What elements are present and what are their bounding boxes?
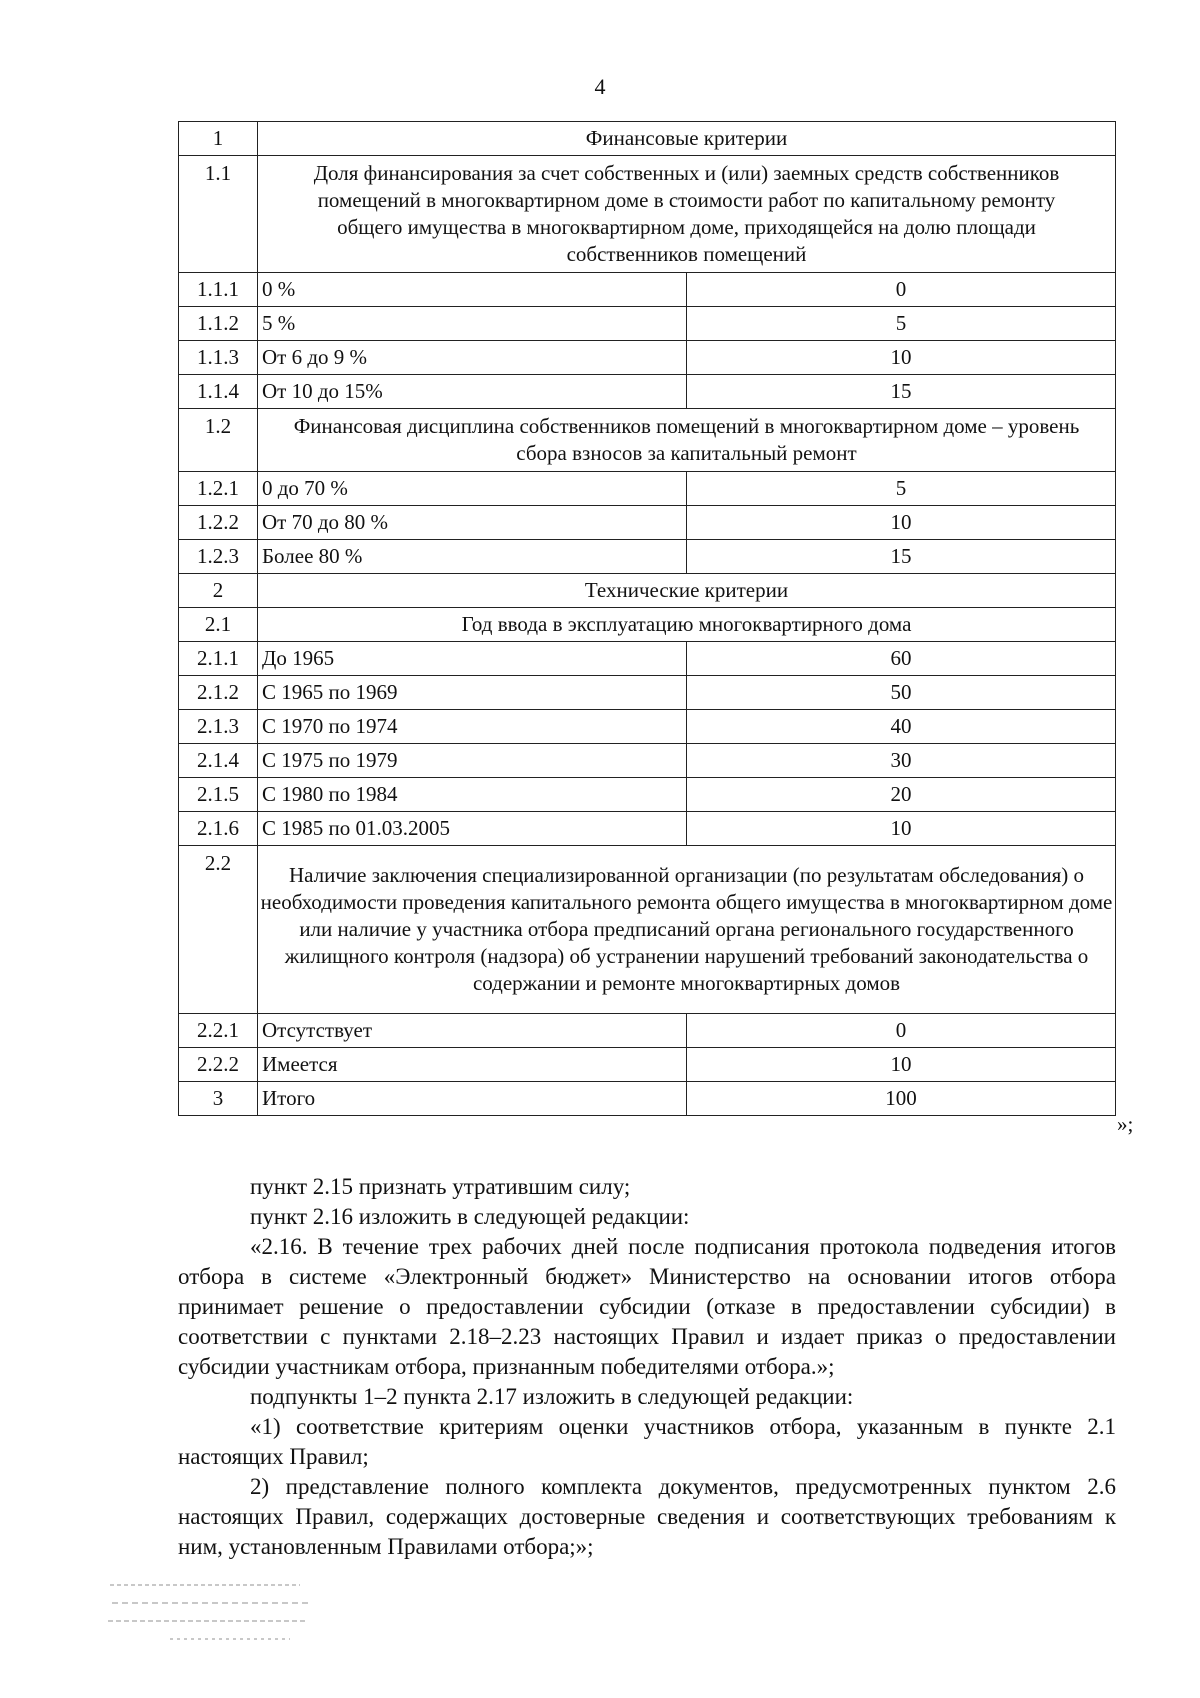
row-score: 50	[687, 676, 1116, 710]
row-label: С 1980 по 1984	[258, 778, 687, 812]
row-label: 0 %	[258, 273, 687, 307]
page-number: 4	[594, 74, 606, 99]
row-number: 1.1.2	[179, 307, 258, 341]
row-number: 2.1.2	[179, 676, 258, 710]
paragraph: «1) соответствие критериям оценки участников отбора, указанным в пункте 2.1 настоящих Правил;	[178, 1414, 1116, 1469]
section-title: Финансовые критерии	[258, 122, 1116, 156]
group-title: Доля финансирования за счет собственных и (или) заемных средств собственников помещений в многоквартирном доме в стоимости работ по капитальному ремонту общего имущества в многоквартирном доме, приходящейся на долю площади собственников помещений	[258, 156, 1116, 273]
row-number: 1.1.1	[179, 273, 258, 307]
table-row	[179, 273, 1116, 307]
group-title: Год ввода в эксплуатацию многоквартирного дома	[258, 608, 1116, 642]
table-row	[179, 642, 1116, 676]
row-label: От 10 до 15%	[258, 375, 687, 409]
total-number: 3	[179, 1082, 258, 1116]
row-number: 1.1.3	[179, 341, 258, 375]
row-score: 0	[687, 1014, 1116, 1048]
criteria-table	[178, 121, 1116, 1116]
row-label: 0 до 70 %	[258, 472, 687, 506]
row-score: 10	[687, 812, 1116, 846]
section-title: Технические критерии	[258, 574, 1116, 608]
row-score: 30	[687, 744, 1116, 778]
group-row	[179, 608, 1116, 642]
paragraph: 2) представление полного комплекта документов, предусмотренных пунктом 2.6 настоящих Правил, содержащих достоверные сведения и соответствующих требованиям к ним, установленным Правилами отбора;»;	[178, 1474, 1116, 1559]
table-row	[179, 307, 1116, 341]
row-label: С 1975 по 1979	[258, 744, 687, 778]
row-score: 40	[687, 710, 1116, 744]
row-label: С 1965 по 1969	[258, 676, 687, 710]
paragraph: «2.16. В течение трех рабочих дней после подписания протокола подведения итогов отбора в системе «Электронный бюджет» Министерство на основании итогов отбора принимает решение о предоставлении субсидии (отказе в предоставлении субсидии) в соответствии с пунктами 2.18–2.23 настоящих Правил и издает приказ о предоставлении субсидии участникам отбора, признанным победителями отбора.»;	[178, 1234, 1116, 1379]
paragraph: пункт 2.16 изложить в следующей редакции:	[250, 1204, 690, 1229]
table-row	[179, 710, 1116, 744]
row-number: 1.1.4	[179, 375, 258, 409]
total-score: 100	[687, 1082, 1116, 1116]
table-row	[179, 676, 1116, 710]
total-label: Итого	[258, 1082, 687, 1116]
group-number: 2.1	[179, 608, 258, 642]
section-number: 1	[179, 122, 258, 156]
group-number: 1.1	[179, 156, 258, 273]
total-row	[179, 1082, 1116, 1116]
row-label: С 1970 по 1974	[258, 710, 687, 744]
amendment-text	[178, 1172, 1116, 1562]
row-number: 2.1.6	[179, 812, 258, 846]
table-row	[179, 506, 1116, 540]
group-row	[179, 846, 1116, 1014]
group-title: Финансовая дисциплина собственников помещений в многоквартирном доме – уровень сбора взносов за капитальный ремонт	[258, 409, 1116, 472]
row-score: 5	[687, 472, 1116, 506]
row-label: От 6 до 9 %	[258, 341, 687, 375]
row-score: 20	[687, 778, 1116, 812]
row-score: 15	[687, 540, 1116, 574]
row-score: 10	[687, 506, 1116, 540]
row-number: 2.1.3	[179, 710, 258, 744]
row-number: 1.2.3	[179, 540, 258, 574]
row-label: От 70 до 80 %	[258, 506, 687, 540]
section-row	[179, 122, 1116, 156]
row-score: 5	[687, 307, 1116, 341]
table-row	[179, 375, 1116, 409]
row-number: 2.1.5	[179, 778, 258, 812]
row-score: 60	[687, 642, 1116, 676]
table-row	[179, 341, 1116, 375]
faded-stamp-mark	[100, 1575, 330, 1655]
row-number: 2.1.1	[179, 642, 258, 676]
closing-quote-mark: »;	[1117, 1112, 1134, 1136]
row-score: 10	[687, 341, 1116, 375]
row-number: 2.2.2	[179, 1048, 258, 1082]
group-number: 2.2	[179, 846, 258, 1014]
row-label: Отсутствует	[258, 1014, 687, 1048]
table-row	[179, 472, 1116, 506]
row-score: 10	[687, 1048, 1116, 1082]
table-row	[179, 744, 1116, 778]
group-row	[179, 409, 1116, 472]
row-number: 1.2.2	[179, 506, 258, 540]
row-score: 0	[687, 273, 1116, 307]
table-row	[179, 1048, 1116, 1082]
row-label: До 1965	[258, 642, 687, 676]
table-row	[179, 778, 1116, 812]
row-label: С 1985 по 01.03.2005	[258, 812, 687, 846]
row-label: 5 %	[258, 307, 687, 341]
row-label: Более 80 %	[258, 540, 687, 574]
section-number: 2	[179, 574, 258, 608]
section-row	[179, 574, 1116, 608]
row-number: 1.2.1	[179, 472, 258, 506]
row-number: 2.1.4	[179, 744, 258, 778]
group-title: Наличие заключения специализированной организации (по результатам обследования) о необходимости проведения капитального ремонта общего имущества в многоквартирном доме или наличие у участника отбора предписаний органа регионального государственного жилищного контроля (надзора) об устранении нарушений требований законодательства о содержании и ремонте многоквартирных домов	[258, 846, 1116, 1014]
table-row	[179, 812, 1116, 846]
row-number: 2.2.1	[179, 1014, 258, 1048]
paragraph: подпункты 1–2 пункта 2.17 изложить в следующей редакции:	[250, 1384, 854, 1409]
row-score: 15	[687, 375, 1116, 409]
table-row	[179, 1014, 1116, 1048]
group-row	[179, 156, 1116, 273]
group-number: 1.2	[179, 409, 258, 472]
paragraph: пункт 2.15 признать утратившим силу;	[250, 1174, 631, 1199]
table-row	[179, 540, 1116, 574]
row-label: Имеется	[258, 1048, 687, 1082]
